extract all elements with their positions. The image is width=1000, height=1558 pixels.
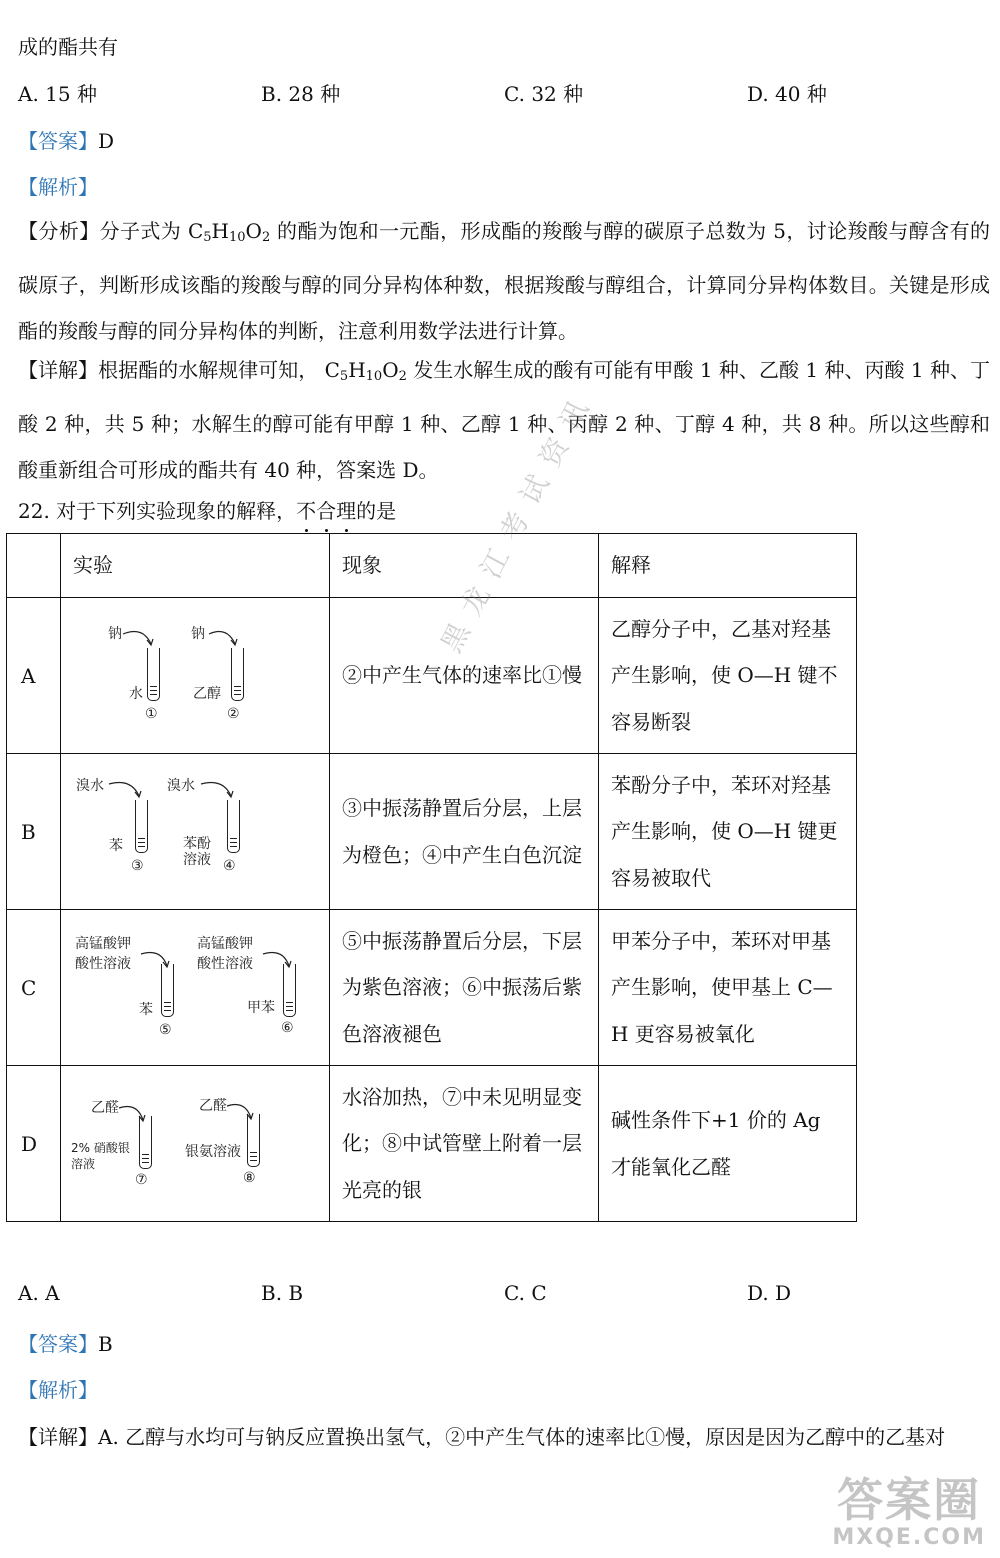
tube-number: ② [227,706,240,722]
option-a [18,1281,60,1305]
reagent-label: 乙醛 [199,1098,227,1114]
subscript: 2 [261,230,271,245]
option-b [261,1281,303,1305]
option-c [504,78,583,107]
header-label: 实验 [73,553,113,578]
option-letter: A. [18,1281,39,1305]
stem-text: 22. 对于下列实验现象的解释， [18,499,297,523]
detail-text: 根据酯的水解规律可知， C [98,358,340,382]
row-label: A [21,663,36,688]
option-letter: D. [747,1281,769,1305]
row-label: C [21,975,37,1000]
liquid-label: 2% 硝酸银 溶液 [71,1141,130,1171]
table-header-row [7,534,857,598]
option-text: 40 种 [775,82,827,106]
row-label: D [21,1131,38,1156]
reagent-label: 溴水 [167,778,195,794]
explanation-text: 碱性条件下+1 价的 Ag 才能氧化乙醛 [611,1108,821,1179]
header-cell-empty [7,534,61,598]
tube-number: ① [145,706,158,722]
row-label-cell [7,754,61,910]
formula-h: H [348,358,366,382]
experiment-diagram [61,754,329,909]
liquid-label: 水 [129,686,143,702]
detail-tag: 【详解】 [18,1425,98,1449]
phenomenon-cell [330,754,599,910]
option-text: 32 种 [531,82,584,106]
fenxi-text: 分子式为 C [99,219,204,243]
phenomenon-text: ③中振荡静置后分层，上层为橙色；④中产生白色沉淀 [342,796,582,867]
tube-number: ⑥ [281,1020,294,1036]
explanation-text: 苯酚分子中，苯环对羟基产生影响，使 O—H 键更容易被取代 [611,772,838,890]
reagent-label: 高锰酸钾 酸性溶液 [197,936,253,972]
header-label: 现象 [342,553,382,578]
test-tube-icon [283,964,296,1017]
header-label: 解释 [611,553,651,578]
table-row [7,598,857,754]
analysis-heading [18,171,98,200]
test-tube-icon [247,1114,260,1167]
option-d [747,78,827,107]
analysis-tag: 【解析】 [18,175,98,199]
header-cell-explanation [599,534,857,598]
option-text: C [531,1281,547,1305]
tube-number: ⑧ [243,1170,256,1186]
tube-number: ④ [223,858,236,874]
option-letter: C. [504,82,525,106]
test-tube-icon [139,1116,152,1169]
experiment-diagram [61,1066,329,1221]
option-letter: B. [261,1281,283,1305]
answer-line [18,1328,113,1357]
detail-paragraph [18,347,990,494]
detail-text: 发生水解生成的酸有可能有甲酸 1 种、乙酸 1 种、丙酸 1 种、丁酸 2 种，共 5 种；水解生的醇可能有甲醇 1 种、乙醇 1 种、丙醇 2 种、丁醇 4 种，共 8 种。所以这些醇和酸重新组合可形成的酯共有 40 种，答案选 D。 [18,358,990,482]
detail-tag: 【详解】 [18,358,99,382]
watermark-text: 黑龙江考试资讯 [434,382,602,658]
answer-value: B [98,1332,113,1356]
phenomenon-cell [330,1066,599,1222]
liquid-label: 银氨溶液 [185,1144,241,1160]
detail-text: A. 乙醇与水均可与钠反应置换出氢气，②中产生气体的速率比①慢，原因是因为乙醇中的乙基对 [98,1425,946,1449]
option-text: B [288,1281,304,1305]
subscript: 5 [203,230,212,245]
explanation-cell [599,1066,857,1222]
explanation-cell [599,910,857,1066]
detail-paragraph [18,1421,945,1450]
table-row [7,754,857,910]
analysis-paragraph [18,208,990,355]
option-letter: C. [504,1281,525,1305]
analysis-tag: 【解析】 [18,1378,98,1402]
formula-o: O [245,219,262,243]
tube-number: ③ [131,858,144,874]
test-tube-icon [135,800,148,853]
row-label-cell [7,598,61,754]
tube-number: ⑤ [159,1022,172,1038]
phenomenon-cell [330,910,599,1066]
test-tube-icon [227,800,240,853]
reagent-label: 高锰酸钾 酸性溶液 [75,936,131,972]
phenomenon-text: 水浴加热，⑦中未见明显变化；⑧中试管壁上附着一层光亮的银 [342,1084,582,1202]
option-text: A [45,1281,60,1305]
reagent-label: 溴水 [76,778,104,794]
option-letter: B. [261,82,283,106]
subscript: 2 [398,369,407,384]
row-label-cell [7,910,61,1066]
fenxi-text: 的酯为饱和一元酯，形成酯的羧酸与醇的碳原子总数为 5，讨论羧酸与醇含有的碳原子，判断形成该酯的羧酸与醇的同分异构体种数，根据羧酸与醇组合，计算同分异构体数目。关键是形成酯的羧酸与醇的同分异构体的判断，注意利用数学法进行计算。 [18,219,990,343]
option-text: 15 种 [45,82,97,106]
liquid-label: 苯 [109,838,123,854]
stem-text: 的是 [356,499,397,523]
site-logo [832,1475,986,1550]
answer-line [18,125,114,154]
table-row [7,910,857,1066]
explanation-text: 乙醇分子中，乙基对羟基产生影响，使 O—H 键不容易断裂 [611,616,838,734]
liquid-label: 甲苯 [247,1000,275,1016]
subscript: 10 [228,230,246,245]
test-tube-icon [147,648,160,701]
option-text: 28 种 [288,82,341,106]
liquid-label: 乙醇 [193,686,221,702]
reagent-label: 钠 [108,626,122,642]
emphasis-char: 合 [316,495,336,524]
formula-o: O [382,358,399,382]
answer-tag: 【答案】 [18,129,98,153]
option-letter: A. [18,82,39,106]
experiment-cell [61,910,330,1066]
question-stem-continuation: 成的酯共有 [18,35,118,59]
table-row [7,1066,857,1222]
option-text: D [775,1281,792,1305]
reagent-label: 钠 [191,626,205,642]
fenxi-tag: 【分析】 [18,219,100,243]
header-cell-experiment [61,534,330,598]
emphasis-char: 理 [336,495,356,524]
option-a [18,78,97,107]
liquid-label: 苯 [139,1002,153,1018]
arrow-icons [61,598,329,753]
explanation-cell [599,754,857,910]
test-tube-icon [231,648,244,701]
analysis-heading [18,1374,98,1403]
explanation-text: 甲苯分子中，苯环对甲基产生影响，使甲基上 C—H 更容易被氧化 [611,928,833,1046]
row-label-cell [7,1066,61,1222]
emphasis-char: 不 [296,495,316,524]
subscript: 5 [339,369,349,384]
option-d [747,1281,791,1305]
phenomenon-text: ②中产生气体的速率比①慢 [342,663,582,688]
explanation-cell [599,598,857,754]
tube-number: ⑦ [135,1172,148,1188]
option-b [261,78,340,107]
question-22-stem [18,495,396,524]
test-tube-icon [161,964,174,1017]
experiment-diagram [61,910,329,1065]
experiment-diagram [61,598,329,753]
phenomenon-text: ⑤中振荡静置后分层，下层为紫色溶液；⑥中振荡后紫色溶液褪色 [342,928,582,1046]
experiment-cell [61,1066,330,1222]
option-c [504,1281,547,1305]
experiment-cell [61,754,330,910]
logo-mark: 答案圈 [837,1473,982,1527]
logo-url: MXQE.COM [832,1525,986,1550]
experiment-cell [61,598,330,754]
answer-value: D [98,129,115,153]
subscript: 10 [365,369,383,384]
option-letter: D. [747,82,769,106]
row-label: B [21,819,36,844]
liquid-label: 苯酚 溶液 [183,836,211,868]
formula-h: H [211,219,229,243]
answer-tag: 【答案】 [18,1332,98,1356]
reagent-label: 乙醛 [91,1100,119,1116]
